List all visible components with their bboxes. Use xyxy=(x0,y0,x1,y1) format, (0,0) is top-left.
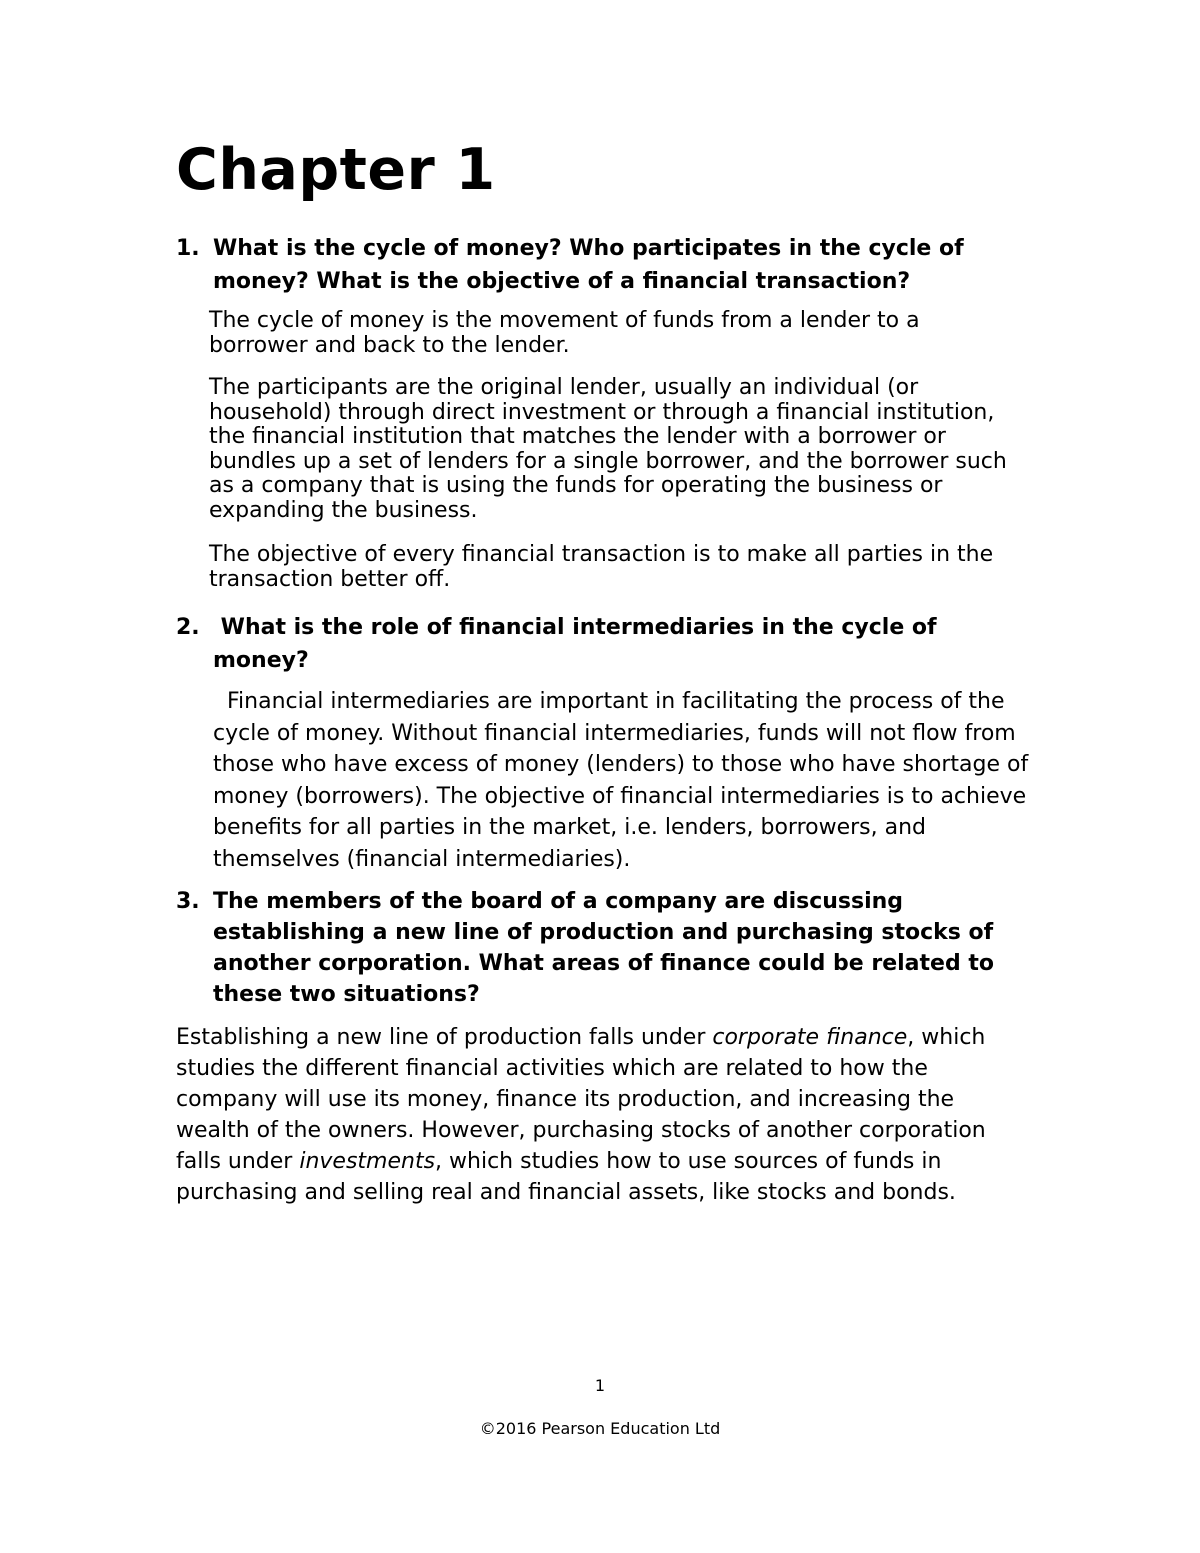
answer-3 xyxy=(176,1022,1026,1208)
answer-3-italic-term: investments xyxy=(299,1149,436,1174)
copyright-notice: ©2016 Pearson Education Ltd xyxy=(479,1419,721,1438)
answer-2: Financial intermediaries are important in facilitating the process of the cycle of money. Without financial intermediaries, funds will not flow from those who have excess of money (lenders) to those who have shortage of money (borrowers). The objective of financial intermediaries is to achieve benefits for all parties in the market, i.e. lenders, borrowers, and themselves (financial intermediaries). xyxy=(213,689,1036,872)
question-number: 1. xyxy=(176,236,200,261)
answer-1-paragraph-2: The participants are the original lender, usually an individual (or household) through direct investment or through a financial institution, the financial institution that matches the lender with a borrower or bundles up a set of lenders for a single borrower, and the borrower such as a company that is using the funds for operating the business or expanding the business. xyxy=(209,375,1007,523)
answer-3-text-part: , which studies the different financial activities which are related to how the company will use its money, finance its production, and increasing the wealth of the owners. However, purchasing stocks of another corporation falls under xyxy=(176,1025,986,1174)
question-3 xyxy=(176,886,1026,1010)
chapter-title: Chapter 1 xyxy=(176,137,496,203)
question-number: 2. xyxy=(176,615,200,640)
answer-3-text-part: , which studies how to use sources of funds in purchasing and selling real and financial assets, like stocks and bonds. xyxy=(176,1149,956,1205)
answer-1-paragraph-1: The cycle of money is the movement of funds from a lender to a borrower and back to the lender. xyxy=(209,308,920,358)
answer-1-paragraph-3: The objective of every financial transaction is to make all parties in the transaction better off. xyxy=(209,542,994,592)
question-number: 3. xyxy=(176,889,200,914)
question-text: The members of the board of a company are discussing establishing a new line of production and purchasing stocks of another corporation. What areas of finance could be related to these two situations? xyxy=(213,889,994,1007)
answer-3-text-part: Establishing a new line of production falls under xyxy=(176,1025,713,1050)
question-text: What is the role of financial intermediaries in the cycle of money? xyxy=(213,615,945,673)
page-number: 1 xyxy=(594,1376,606,1395)
question-text: What is the cycle of money? Who participates in the cycle of money? What is the objective of a financial transaction? xyxy=(213,236,964,294)
question-1 xyxy=(176,232,1036,298)
question-2 xyxy=(176,611,1036,677)
answer-3-italic-term: corporate finance xyxy=(712,1025,908,1050)
